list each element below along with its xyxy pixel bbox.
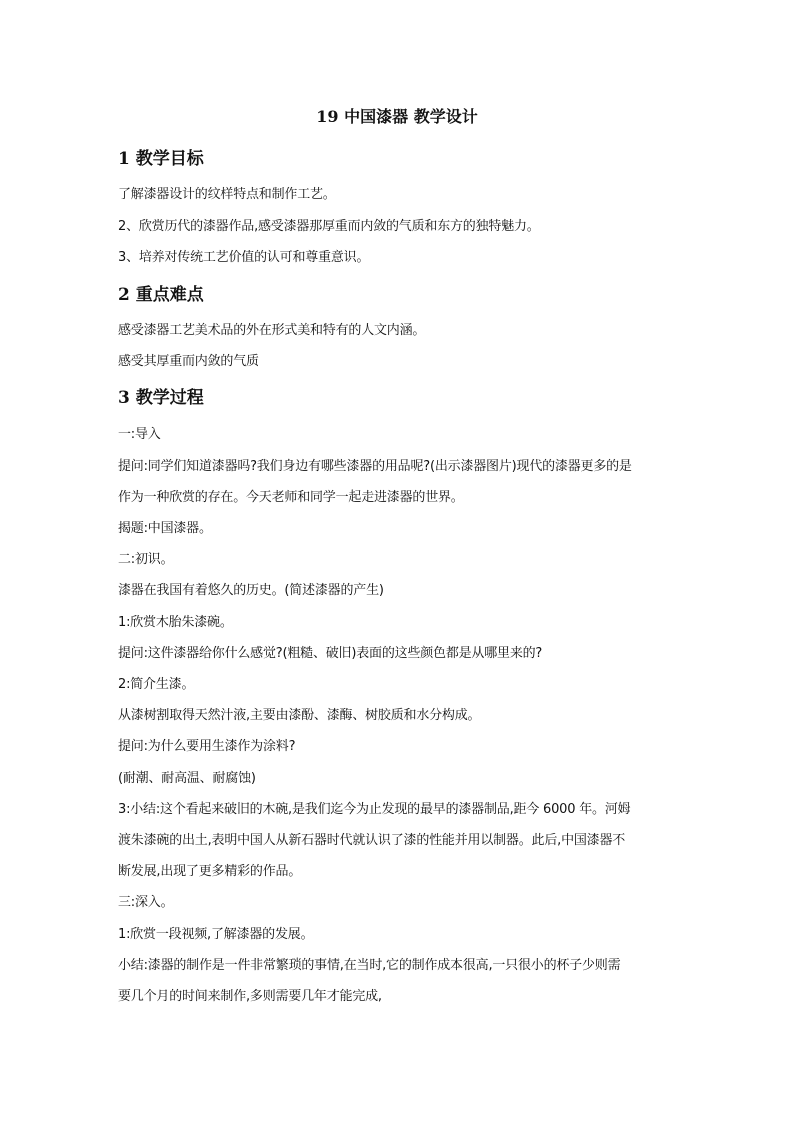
paragraph-line: 小结:漆器的制作是一件非常繁琐的事情,在当时,它的制作成本很高,一只很小的杯子少则需 [118, 958, 621, 973]
paragraph-line: 2:简介生漆。 [118, 677, 195, 692]
paragraph-line: 2、欣赏历代的漆器作品,感受漆器那厚重而内敛的气质和东方的独特魅力。 [118, 219, 540, 234]
paragraph-line: 从漆树割取得天然汁液,主要由漆酚、漆酶、树胶质和水分构成。 [118, 708, 481, 723]
paragraph-line: 提问:这件漆器给你什么感觉?(粗糙、破旧)表面的这些颜色都是从哪里来的? [118, 646, 543, 661]
paragraph-line: 渡朱漆碗的出土,表明中国人从新石器时代就认识了漆的性能并用以制器。此后,中国漆器不 [118, 833, 626, 848]
section-heading-objectives: 1 教学目标 [118, 149, 204, 169]
paragraph-line: 三:深入。 [118, 895, 174, 910]
document-title: 19 中国漆器 教学设计 [316, 107, 478, 126]
section-heading-key-points: 2 重点难点 [118, 285, 204, 305]
paragraph-line: 1:欣赏一段视频,了解漆器的发展。 [118, 927, 314, 942]
paragraph-line: 3:小结:这个看起来破旧的木碗,是我们迄今为止发现的最早的漆器制品,距今 6000 年。河姆 [118, 802, 631, 817]
paragraph-line: 漆器在我国有着悠久的历史。(简述漆器的产生) [118, 583, 384, 598]
paragraph-line: 了解漆器设计的纹样特点和制作工艺。 [118, 187, 336, 202]
paragraph-line: 3、培养对传统工艺价值的认可和尊重意识。 [118, 250, 370, 265]
section-heading-process: 3 教学过程 [118, 388, 204, 408]
paragraph-line: 提问:同学们知道漆器吗?我们身边有哪些漆器的用品呢?(出示漆器图片)现代的漆器更多的是 [118, 459, 632, 474]
paragraph-line: 感受其厚重而内敛的气质 [118, 354, 259, 369]
paragraph-line: 二:初识。 [118, 552, 174, 567]
paragraph-line: 提问:为什么要用生漆作为涂料? [118, 739, 296, 754]
paragraph-line: 断发展,出现了更多精彩的作品。 [118, 864, 302, 879]
paragraph-line: 一:导入 [118, 427, 161, 442]
paragraph-line: (耐潮、耐高温、耐腐蚀) [118, 771, 256, 786]
paragraph-line: 1:欣赏木胎朱漆碗。 [118, 615, 233, 630]
paragraph-line: 要几个月的时间来制作,多则需要几年才能完成, [118, 989, 382, 1004]
paragraph-line: 作为一种欣赏的存在。今天老师和同学一起走进漆器的世界。 [118, 490, 464, 505]
paragraph-line: 感受漆器工艺美术品的外在形式美和特有的人文内涵。 [118, 323, 426, 338]
paragraph-line: 揭题:中国漆器。 [118, 521, 212, 536]
